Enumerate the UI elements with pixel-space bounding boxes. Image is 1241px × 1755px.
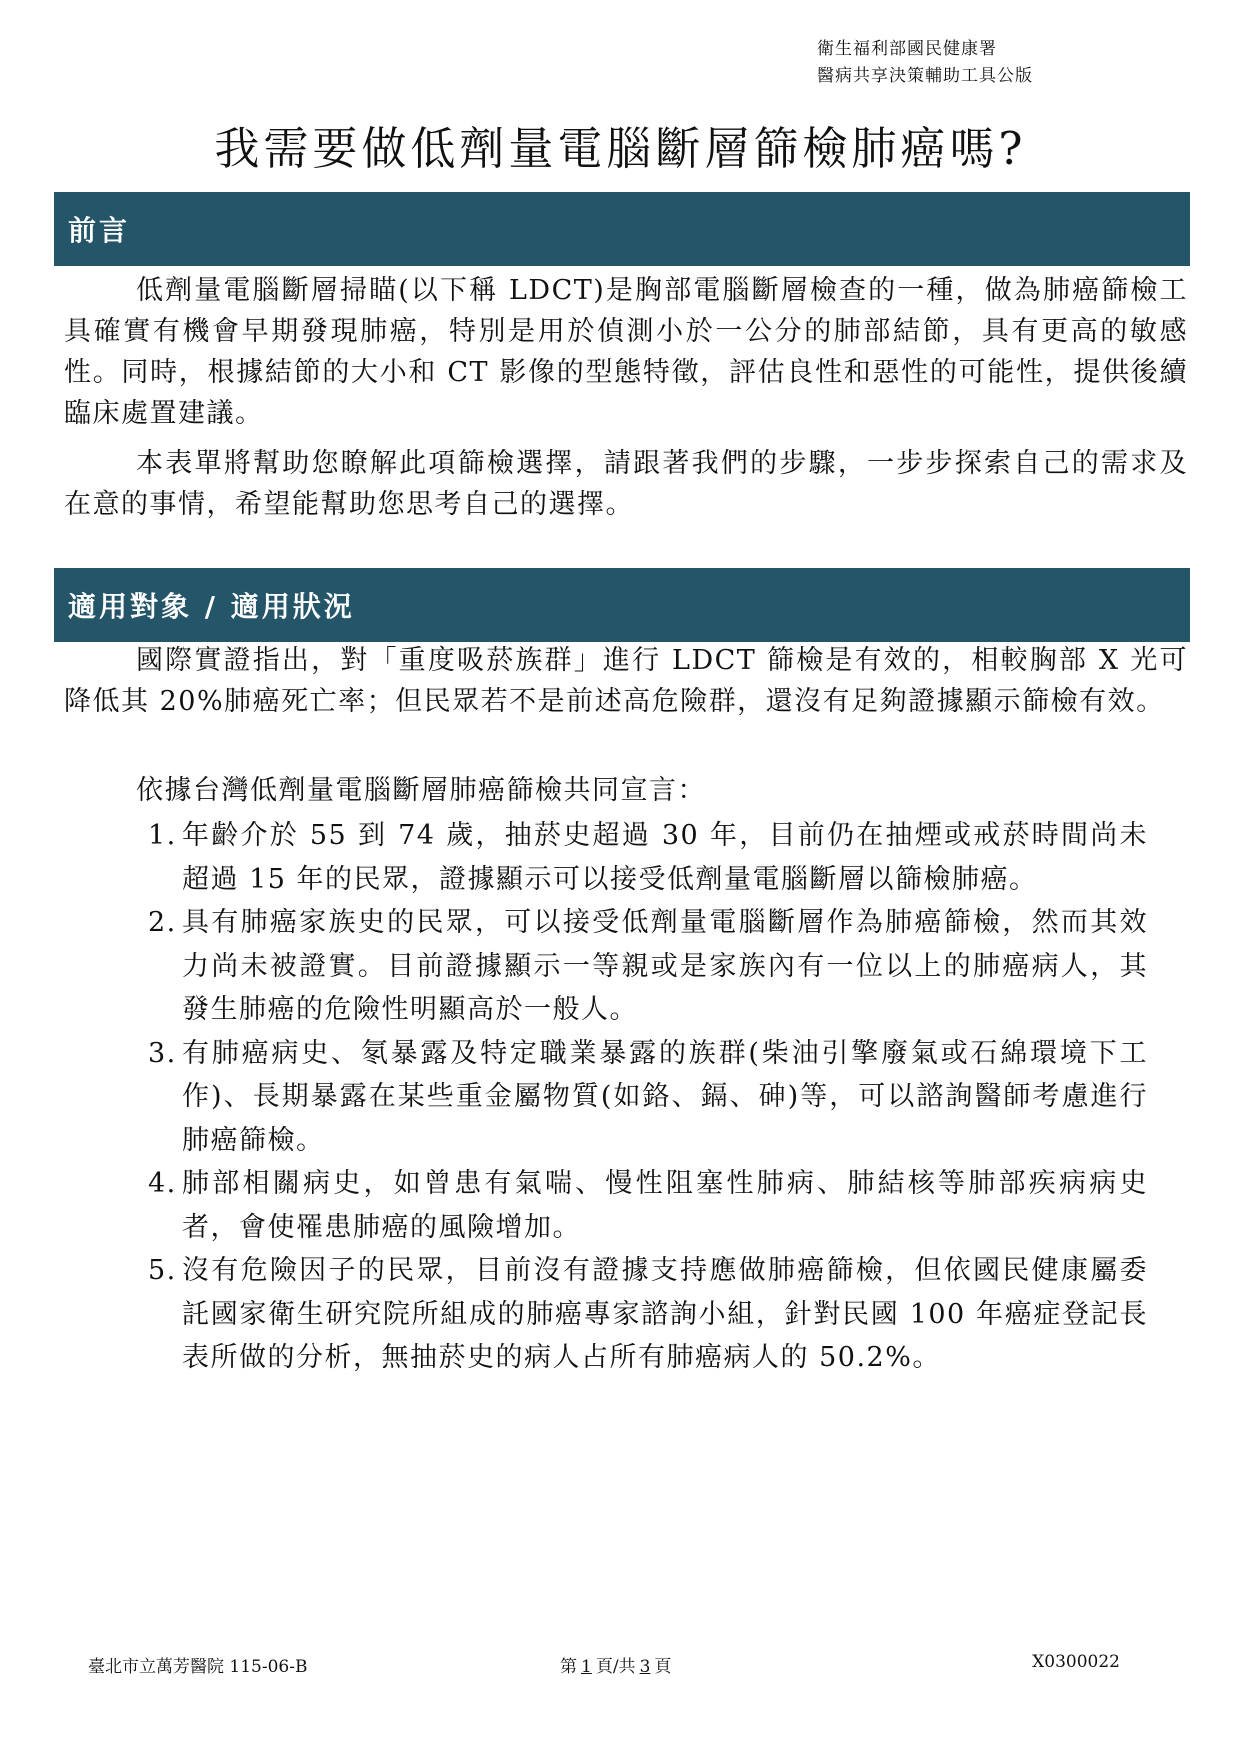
page-title: 我需要做低劑量電腦斷層篩檢肺癌嗎?: [214, 122, 1027, 175]
list-item: [148, 1032, 1148, 1163]
list-item-number: 4.: [148, 1168, 177, 1199]
page-current: 1: [581, 1657, 592, 1677]
declaration-list: [148, 814, 1148, 1380]
intro-paragraph-2: 本表單將幫助您瞭解此項篩檢選擇，請跟著我們的步驟，一步步探索自己的需求及在意的事情，希望能幫助您思考自己的選擇。: [64, 448, 1188, 520]
list-item: [148, 1162, 1148, 1249]
section-heading-target: [54, 568, 1190, 642]
list-item: [148, 901, 1148, 1032]
list-item-text: 具有肺癌家族史的民眾，可以接受低劑量電腦斷層作為肺癌篩檢，然而其效力尚未被證實。目前證據顯示一等親或是家族內有一位以上的肺癌病人，其發生肺癌的危險性明顯高於一般人。: [182, 907, 1148, 1025]
footer-hospital-code: 臺北市立萬芳醫院 115-06-B: [88, 1657, 308, 1677]
header-organization: [817, 36, 1117, 90]
section-heading-target-label: 適用對象 / 適用狀況: [68, 590, 355, 623]
list-item-text: 年齡介於 55 到 74 歲，抽菸史超過 30 年，目前仍在抽煙或戒菸時間尚未超過 15 年的民眾，證據顯示可以接受低劑量電腦斷層以篩檢肺癌。: [182, 820, 1148, 895]
list-item-number: 3.: [148, 1037, 177, 1069]
list-item-text: 有肺癌病史、氡暴露及特定職業暴露的族群(柴油引擎廢氣或石綿環境下工作)、長期暴露在某些重金屬物質(如鉻、鎘、砷)等，可以諮詢醫師考慮進行肺癌篩檢。: [182, 1037, 1148, 1156]
page-suffix: 頁: [654, 1657, 672, 1677]
org-line-2: 醫病共享決策輔助工具公版: [817, 66, 1033, 86]
list-item-text: 肺部相關病史，如曾患有氣喘、慢性阻塞性肺病、肺結核等肺部疾病病史者，會使罹患肺癌的風險增加。: [182, 1168, 1148, 1243]
list-item: [148, 1249, 1148, 1380]
list-item-number: 2.: [148, 907, 177, 938]
footer-document-id: X0300022: [1032, 1652, 1120, 1672]
target-paragraph-1: 國際實證指出，對「重度吸菸族群」進行 LDCT 篩檢是有效的，相較胸部 X 光可降低其 20%肺癌死亡率；但民眾若不是前述高危險群，還沒有足夠證據顯示篩檢有效。: [64, 645, 1188, 717]
page-prefix: 第: [560, 1657, 577, 1677]
intro-paragraph-1: 低劑量電腦斷層掃瞄(以下稱 LDCT)是胸部電腦斷層檢查的一種，做為肺癌篩檢工具確實有機會早期發現肺癌，特別是用於偵測小於一公分的肺部結節，具有更高的敏感性。同時，根據結節的大小和 CT 影像的型態特徵，評估良性和惡性的可能性，提供後續臨床處置建議。: [64, 275, 1188, 429]
list-item-text: 沒有危險因子的民眾，目前沒有證據支持應做肺癌篩檢，但依國民健康屬委託國家衛生研究院所組成的肺癌專家諮詢小組，針對民國 100 年癌症登記長表所做的分析，無抽菸史的病人占所有肺癌病人的 50.2%。: [182, 1255, 1148, 1373]
list-item-number: 5.: [148, 1255, 177, 1286]
page-middle: 頁/共: [595, 1657, 636, 1677]
list-item-number: 1.: [148, 820, 177, 851]
list-item: [148, 814, 1148, 901]
page-total: 3: [639, 1657, 651, 1677]
section-heading-intro: [54, 192, 1190, 266]
target-paragraph-2: 依據台灣低劑量電腦斷層肺癌篩檢共同宣言：: [136, 775, 706, 806]
footer-page-number: [560, 1652, 671, 1677]
section-heading-intro-label: 前言: [68, 214, 131, 247]
page-footer: [88, 1652, 1120, 1676]
org-line-1: 衛生福利部國民健康署: [817, 39, 997, 59]
